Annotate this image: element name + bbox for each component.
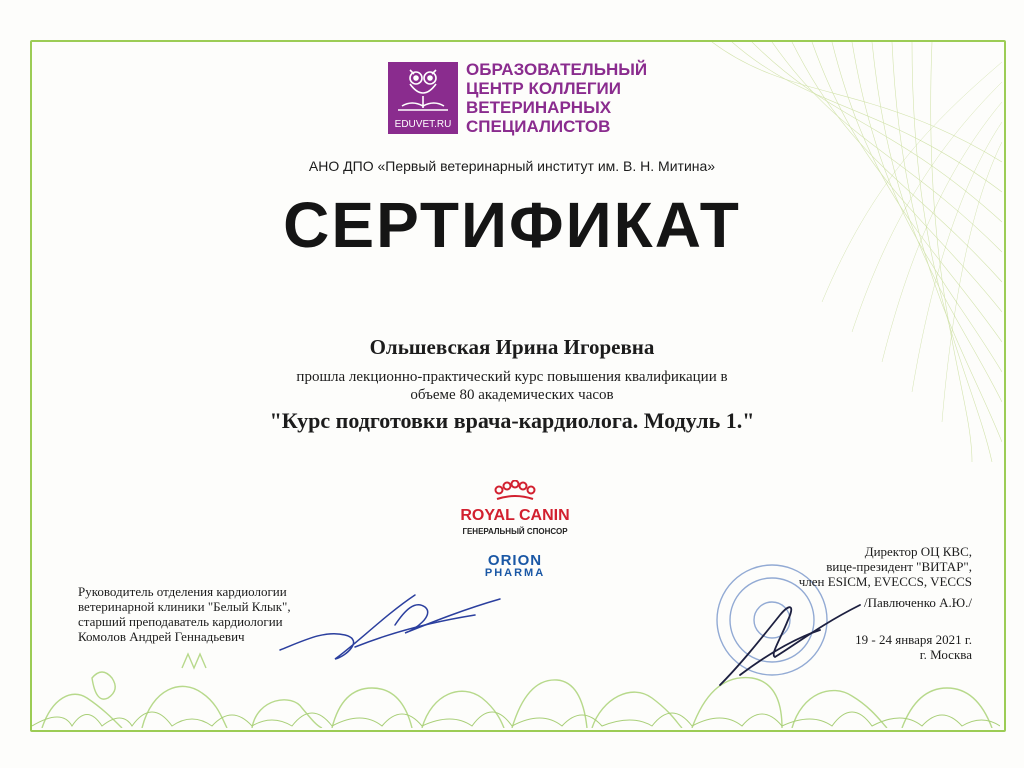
signatory-line: член ESICM, EVECCS, VECCS (798, 574, 972, 589)
partner-name-bottom: PHARMA (484, 567, 546, 579)
left-handwritten-signature (275, 585, 505, 665)
orion-pharma-logo (470, 552, 560, 579)
certificate-title: СЕРТИФИКАТ (283, 189, 741, 261)
org-title-line: ВЕТЕРИНАРНЫХ (466, 98, 612, 117)
partner-name-top: ORION (487, 552, 543, 569)
institute-name: АНО ДПО «Первый ветеринарный институт им. В. Н. Митина» (308, 158, 716, 174)
right-signatory-block (799, 544, 972, 662)
certificate-city: г. Москва (919, 647, 972, 662)
org-title-line: СПЕЦИАЛИСТОВ (466, 117, 611, 136)
signatory-name: /Павлюченко А.Ю./ (864, 595, 972, 610)
course-title: "Курс подготовки врача-кардиолога. Модуль 1." (269, 408, 755, 433)
sponsor-name: ROYAL CANIN (460, 507, 570, 524)
certificate-dates: 19 - 24 января 2021 г. (855, 632, 972, 647)
course-description (0, 368, 1024, 404)
sponsor-subtitle: ГЕНЕРАЛЬНЫЙ СПОНСОР (462, 527, 568, 536)
left-signatory-block (78, 584, 291, 644)
org-title-line: ЦЕНТР КОЛЛЕГИИ (466, 79, 621, 98)
signatory-line: старший преподаватель кардиологии (78, 614, 283, 629)
org-title-line: ОБРАЗОВАТЕЛЬНЫЙ (466, 60, 648, 79)
eduvet-logo (388, 62, 458, 134)
signatory-line: Руководитель отделения кардиологии (78, 584, 287, 599)
signatory-line: Директор ОЦ КВС, (864, 544, 972, 559)
signatory-line: ветеринарной клиники "Белый Клык", (78, 599, 291, 614)
royal-canin-logo (455, 480, 575, 536)
description-line: объеме 80 академических часов (410, 387, 614, 403)
logo-text: EDUVET.RU (394, 119, 452, 130)
signatory-line: вице-президент "ВИТАР", (826, 559, 972, 574)
organization-title (466, 60, 647, 136)
signatory-line: Комолов Андрей Геннадьевич (78, 629, 245, 644)
crown-icon (490, 480, 540, 502)
recipient-name: Ольшевская Ирина Игоревна (369, 335, 655, 359)
owl-book-icon (388, 62, 458, 118)
description-line: прошла лекционно-практический курс повышения квалификации в (296, 369, 728, 385)
